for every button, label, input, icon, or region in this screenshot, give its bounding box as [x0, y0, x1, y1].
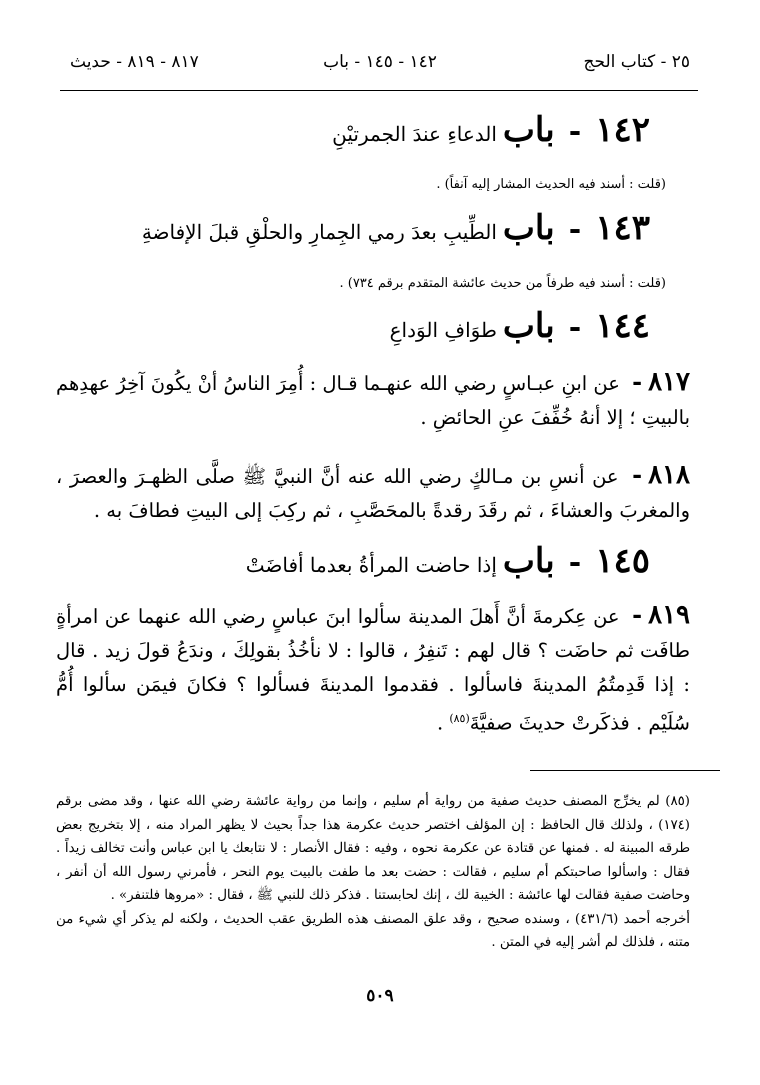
chapter-number: ١٤٥: [595, 541, 650, 581]
footnote-reference: (٨٥): [449, 712, 470, 725]
chapter-title: الطِّيبِ بعدَ رمي الجِمارِ والحلْقِ قبلَ الإفاضةِ: [141, 220, 497, 244]
chapter-note: (قلت : أسند فيه الحديث المشار إليه آنفاً) .: [436, 177, 666, 192]
page-number: ٥٠٩: [366, 986, 394, 1006]
header-rule: [60, 90, 698, 91]
hadith-dash: -: [632, 367, 643, 396]
chapter-title: الدعاءِ عندَ الجمرتيْنِ: [332, 122, 497, 146]
hadith-818: [56, 458, 690, 528]
chapter-dash: -: [568, 212, 582, 247]
hadith-dash: -: [632, 460, 643, 489]
chapter-dash: -: [568, 310, 582, 345]
hadith-end-punct: .: [436, 711, 450, 735]
chapter-title: طوَافِ الوَداعِ: [389, 318, 497, 342]
footnote-paragraph: أخرجه أحمد (٤٣١/٦) ، وسنده صحيح ، وقد علق المصنف هذه الطريق عقب الحديث ، ولكنه لم يذكر أي شيء من متنه ، فلذلك لم أشر إليه في المتن .: [56, 911, 690, 950]
chapter-number: ١٤٤: [595, 306, 650, 346]
chapter-title: إذا حاضت المرأةُ بعدما أفاضَتْ: [245, 553, 497, 577]
hadith-dash: -: [632, 600, 643, 629]
header-book-title: ٢٥ - كتاب الحج: [583, 52, 690, 72]
chapter-heading-144: [390, 306, 650, 346]
chapter-bab-label: باب: [502, 208, 555, 248]
hadith-819: [56, 598, 690, 741]
header-hadith-range: ٨١٧ - ٨١٩ - حديث: [70, 52, 199, 72]
footnote-paragraph: (٨٥) لم يخرِّج المصنف حديث صفية من رواية أم سليم ، وإنما من رواية عائشة رضي الله عنها ، وقد مضى برقم (١٧٤) ، ولذلك قال الحافظ : إن المؤلف اختصر حديث عكرمة هذا جداً بحيث لا يظهر المراد منه ، إلا بتخريج بعض طرقه المبينة له . فمنها عن قتادة عن عكرمة نحوه ، وفيه : فقال الأنصار : لا نتابعك يا ابن عباس وأنت تخالف زيداً . فقال : واسألوا صاحبتكم أم سليم ، فقالت : حضت بعد ما طفت بالبيت يوم النحر ، فأمرني رسول الله أن أنفر ، وحاضت صفية فقالت لها عائشة : الخيبة لك ، إنك لحابستنا . فذكر ذلك للنبي ﷺ ، فقال : «مروها فلتنفر» .: [56, 794, 690, 903]
hadith-text: عن ابنِ عبـاسٍ رضي الله عنهـما قـال : أُمِرَ الناسُ أنْ يكُونَ آخِرُ عهدِهم بالبيتِ ؛ إلا أنهُ خُفِّفَ عنِ الحائضِ .: [56, 372, 690, 429]
chapter-heading-142: [332, 110, 650, 150]
chapter-number: ١٤٢: [595, 110, 650, 150]
hadith-number: ٨١٩: [648, 600, 691, 630]
chapter-dash: -: [568, 114, 582, 149]
hadith-text: عن عِكرمةَ أنَّ أَهلَ المدينة سألوا ابنَ عباسٍ رضي الله عنهما عن امرأةٍ طافَت ثم حاضَت ؟ قال لهم : تَنفِرُ ، قالوا : لا نأخُذُ بقولِكَ ، وندَعُ قولَ زيد . قال : إذا قَدِمتُمُ المدينةَ فاسألوا . فقدموا المدينةَ فسألوا ؟ فكانَ فيمَن سألوا أُمُّ سُلَيْم . فذكَرتْ حديثَ صفيَّةَ: [56, 605, 690, 735]
chapter-bab-label: باب: [502, 110, 555, 150]
chapter-dash: -: [568, 545, 582, 580]
footnote-rule: [530, 770, 720, 771]
chapter-bab-label: باب: [502, 306, 555, 346]
header-chapter-range: ١٤٢ - ١٤٥ - باب: [323, 52, 437, 72]
hadith-text: عن أنسِ بن مـالكٍ رضي الله عنه أنَّ النبيَّ ﷺ صلَّى الظهـرَ والعصرَ ، والمغربَ والعشاءَ ، ثم رقَدَ رقدةً بالمحَصَّبِ ، ثم ركِبَ إلى البيتِ فطافَ به .: [56, 465, 690, 522]
chapter-heading-145: [246, 541, 650, 581]
chapter-bab-label: باب: [502, 541, 555, 581]
hadith-number: ٨١٨: [648, 460, 690, 490]
hadith-817: [56, 365, 690, 435]
chapter-note: (قلت : أسند فيه طرفاً من حديث عائشة المتقدم برقم ٧٣٤) .: [339, 276, 666, 291]
chapter-heading-143: [142, 208, 650, 248]
chapter-number: ١٤٣: [595, 208, 650, 248]
footnote: [56, 790, 690, 955]
hadith-number: ٨١٧: [648, 367, 690, 397]
